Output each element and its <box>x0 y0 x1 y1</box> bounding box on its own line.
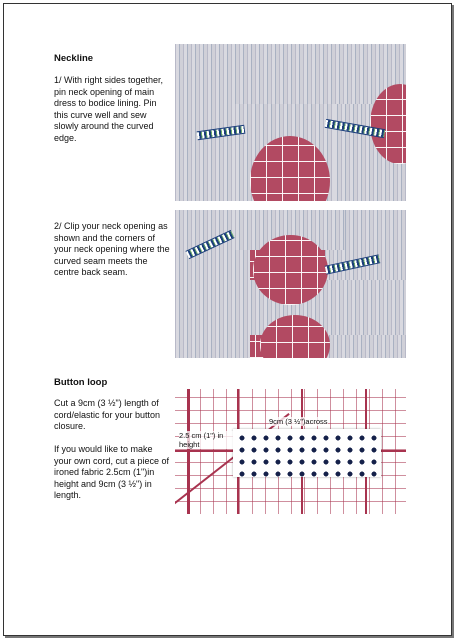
section-heading-neckline: Neckline <box>54 53 94 64</box>
step-2-text: 2/ Clip your neck opening as shown and the corners of your neck opening where the curved seam meets the centre back seam. <box>54 221 170 277</box>
step-1-text: 1/ With right sides together, pin neck opening of main dress to bodice lining. Pin this curve well and sew slowly around the curved edge. <box>54 75 164 143</box>
button-loop-cut-text: Cut a 9cm (3 ½") length of cord/elastic for your button closure. <box>54 398 161 431</box>
polka-dot-fabric-strip <box>233 429 381 477</box>
button-loop-fabric-photo <box>175 389 406 514</box>
button-loop-cord-text: If you would like to make your own cord, cut a piece of ironed fabric 2.5cm (1")in height and 9cm (3 ½") in length. <box>54 444 170 500</box>
neckline-clipped-photo <box>175 210 406 358</box>
section-heading-button-loop: Button loop <box>54 377 108 388</box>
height-annotation: 2.5 cm (1") in height <box>179 431 235 449</box>
neckline-pinned-photo <box>175 44 406 201</box>
across-annotation: 9cm (3 ½")across <box>269 417 328 426</box>
